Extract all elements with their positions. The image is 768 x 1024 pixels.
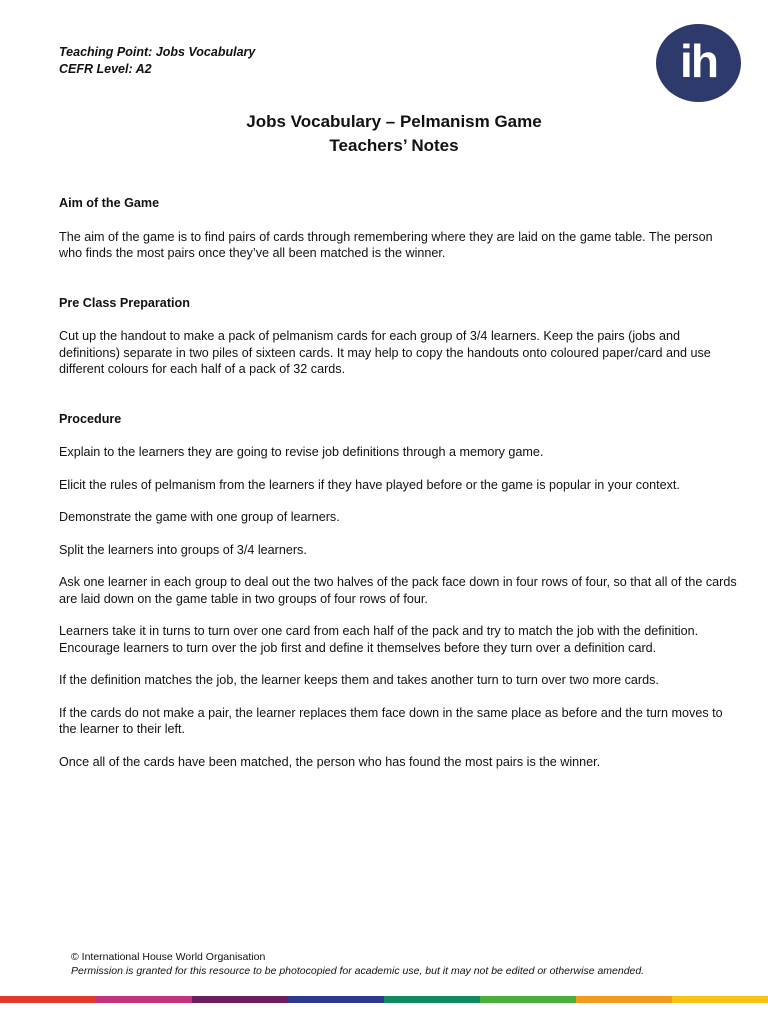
permission-notice: Permission is granted for this resource to be photocopied for academic use, but it may not be edited or otherwise amended.	[71, 965, 645, 977]
prep-heading: Pre Class Preparation	[59, 295, 190, 310]
ih-logo	[656, 24, 741, 102]
stripe-segment	[576, 996, 672, 1003]
document-meta	[59, 44, 255, 78]
stripe-segment	[480, 996, 576, 1003]
procedure-step: Ask one learner in each group to deal out the two halves of the pack face down in four rows of four, so that all of the cards are laid down on the game table in two groups of four rows of four.	[59, 575, 737, 606]
title-line-2: Teachers’ Notes	[329, 136, 459, 155]
procedure-step: Demonstrate the game with one group of learners.	[59, 510, 340, 524]
procedure-step: If the definition matches the job, the learner keeps them and takes another turn to turn over two more cards.	[59, 673, 659, 687]
procedure-step: Learners take it in turns to turn over one card from each half of the pack and try to match the job with the definition. Encourage learners to turn over the job first and define it themselves before they turn over a definition card.	[59, 624, 699, 655]
teaching-point: Teaching Point: Jobs Vocabulary	[59, 45, 256, 59]
stripe-segment	[288, 996, 384, 1003]
cefr-level: CEFR Level: A2	[59, 62, 152, 76]
stripe-segment	[672, 996, 768, 1003]
color-stripe	[0, 996, 768, 1003]
copyright-notice: © International House World Organisation	[71, 951, 266, 963]
document-body	[59, 195, 739, 770]
page-footer	[71, 950, 644, 978]
prep-text: Cut up the handout to make a pack of pelmanism cards for each group of 3/4 learners. Keep the pairs (jobs and definitions) separate in two piles of sixteen cards. It may help to copy the handouts onto coloured paper/card and use different colours for each half of a pack of 32 cards.	[59, 329, 711, 376]
procedure-step: Split the learners into groups of 3/4 learners.	[59, 542, 307, 557]
procedure-step: If the cards do not make a pair, the learner replaces them face down in the same place as before and the turn moves to the learner to their left.	[59, 705, 723, 736]
title-line-1: Jobs Vocabulary – Pelmanism Game	[246, 112, 542, 131]
stripe-segment	[384, 996, 480, 1003]
page-title	[0, 110, 768, 158]
procedure-step: Explain to the learners they are going to revise job definitions through a memory game.	[59, 445, 544, 459]
procedure-step: Once all of the cards have been matched, the person who has found the most pairs is the winner.	[59, 754, 601, 769]
procedure-heading: Procedure	[59, 411, 122, 426]
ih-logo-text: ih	[680, 35, 717, 87]
stripe-segment	[96, 996, 192, 1003]
procedure-step: Elicit the rules of pelmanism from the learners if they have played before or the game is popular in your context.	[59, 477, 680, 492]
stripe-segment	[192, 996, 288, 1003]
aim-heading: Aim of the Game	[59, 196, 160, 210]
stripe-segment	[0, 996, 96, 1003]
aim-text: The aim of the game is to find pairs of cards through remembering where they are laid on the game table. The person who finds the most pairs once they’ve all been matched is the winner.	[59, 229, 713, 260]
